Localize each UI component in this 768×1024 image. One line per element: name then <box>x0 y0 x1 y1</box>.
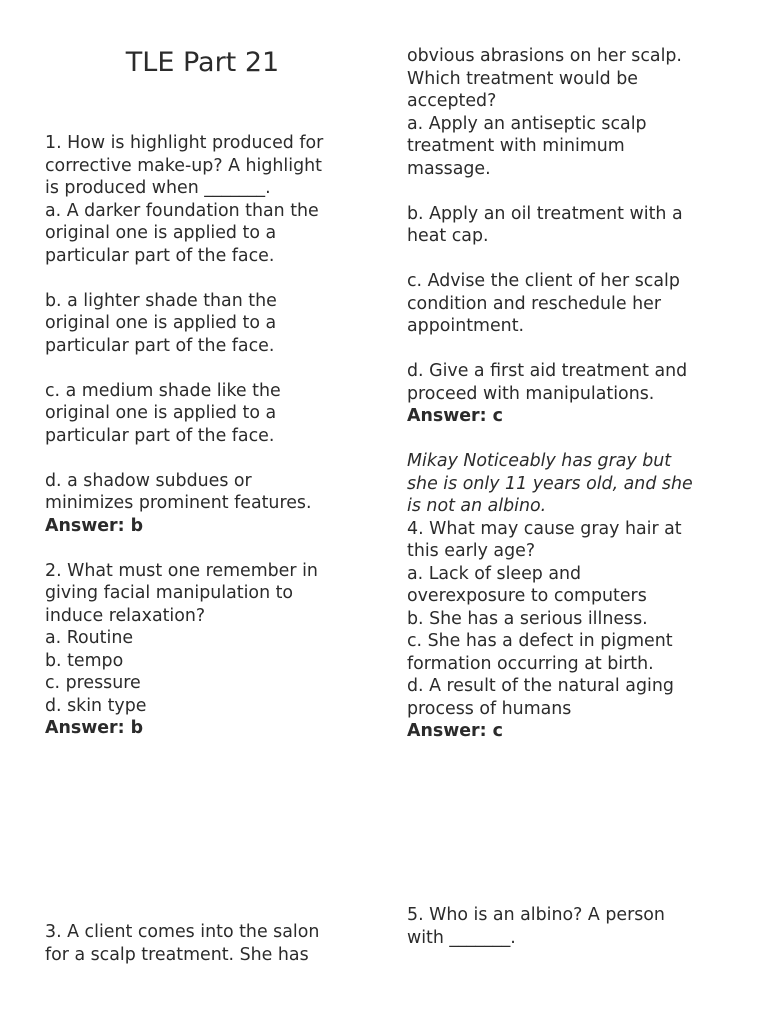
q4-stem-line: this early age? <box>407 541 536 561</box>
q1-option-a: a. A darker foundation than the <box>45 200 319 221</box>
q1-option-b: particular part of the face. <box>45 335 275 356</box>
q5-stem-line: 5. Who is an albino? A person <box>407 905 665 925</box>
q1-option-c: c. a medium shade like the <box>45 380 281 401</box>
q2-option: c. pressure <box>45 673 141 693</box>
q3-stem-line: 3. A client comes into the salon <box>45 922 320 942</box>
question-5-start <box>407 904 737 949</box>
q4-answer: Answer: c <box>407 721 503 741</box>
q3-option-c: condition and reschedule her <box>407 293 661 314</box>
q1-option-a: particular part of the face. <box>45 245 275 266</box>
q3-stem-line: for a scalp treatment. She has <box>45 944 309 965</box>
q3-stem-line: obvious abrasions on her scalp. <box>407 46 682 66</box>
q3-option-c: c. Advise the client of her scalp <box>407 271 680 291</box>
q3-option-a: massage. <box>407 158 491 179</box>
q3-option-d: d. Give a first aid treatment and <box>407 361 688 381</box>
page-title: TLE Part 21 <box>125 47 280 78</box>
q3-option-a: treatment with minimum <box>407 136 625 156</box>
q2-stem-line: giving facial manipulation to <box>45 583 294 603</box>
q1-option-c: original one is applied to a <box>45 403 277 423</box>
q2-option: b. tempo <box>45 650 124 671</box>
q1-stem-line: 1. How is highlight produced for <box>45 133 324 153</box>
q4-scenario-line: is not an albino. <box>407 496 547 516</box>
q2-option: d. skin type <box>45 695 147 716</box>
q4-option: formation occurring at birth. <box>407 653 654 674</box>
q4-scenario-line: Mikay Noticeably has gray but <box>407 451 672 471</box>
q4-scenario-line: she is only 11 years old, and she <box>407 473 693 494</box>
q1-option-b: original one is applied to a <box>45 313 277 333</box>
q2-answer: Answer: b <box>45 718 144 738</box>
q3-option-c: appointment. <box>407 316 525 336</box>
q2-option: a. Routine <box>45 628 134 648</box>
q1-option-c: particular part of the face. <box>45 425 275 446</box>
q5-stem-line: with _______. <box>407 927 516 948</box>
q3-option-b: b. Apply an oil treatment with a <box>407 203 683 224</box>
q3-option-b: heat cap. <box>407 226 489 246</box>
q2-stem-line: 2. What must one remember in <box>45 560 318 581</box>
q1-option-d: d. a shadow subdues or <box>45 470 252 491</box>
q1-option-b: b. a lighter shade than the <box>45 290 277 311</box>
q3-option-d: proceed with manipulations. <box>407 383 655 404</box>
q3-option-a: a. Apply an antiseptic scalp <box>407 113 647 134</box>
q3-stem-line: Which treatment would be <box>407 68 638 89</box>
q1-stem-line: is produced when _______. <box>45 178 271 198</box>
q4-option: process of humans <box>407 698 572 719</box>
q3-answer: Answer: c <box>407 406 503 426</box>
q1-option-a: original one is applied to a <box>45 223 277 243</box>
q4-option: overexposure to computers <box>407 586 647 606</box>
question-1 <box>45 132 375 740</box>
question-3-start <box>45 921 375 966</box>
q4-option: d. A result of the natural aging <box>407 676 674 696</box>
q2-stem-line: induce relaxation? <box>45 605 206 626</box>
q3-stem-line: accepted? <box>407 91 497 111</box>
q4-option: c. She has a defect in pigment <box>407 631 673 651</box>
q1-answer: Answer: b <box>45 515 144 536</box>
question-3-continued <box>407 45 737 743</box>
q1-option-d: minimizes prominent features. <box>45 493 312 513</box>
q4-option: b. She has a serious illness. <box>407 608 648 629</box>
q1-stem-line: corrective make-up? A highlight <box>45 155 322 176</box>
q4-option: a. Lack of sleep and <box>407 563 582 584</box>
q4-stem-line: 4. What may cause gray hair at <box>407 518 682 539</box>
